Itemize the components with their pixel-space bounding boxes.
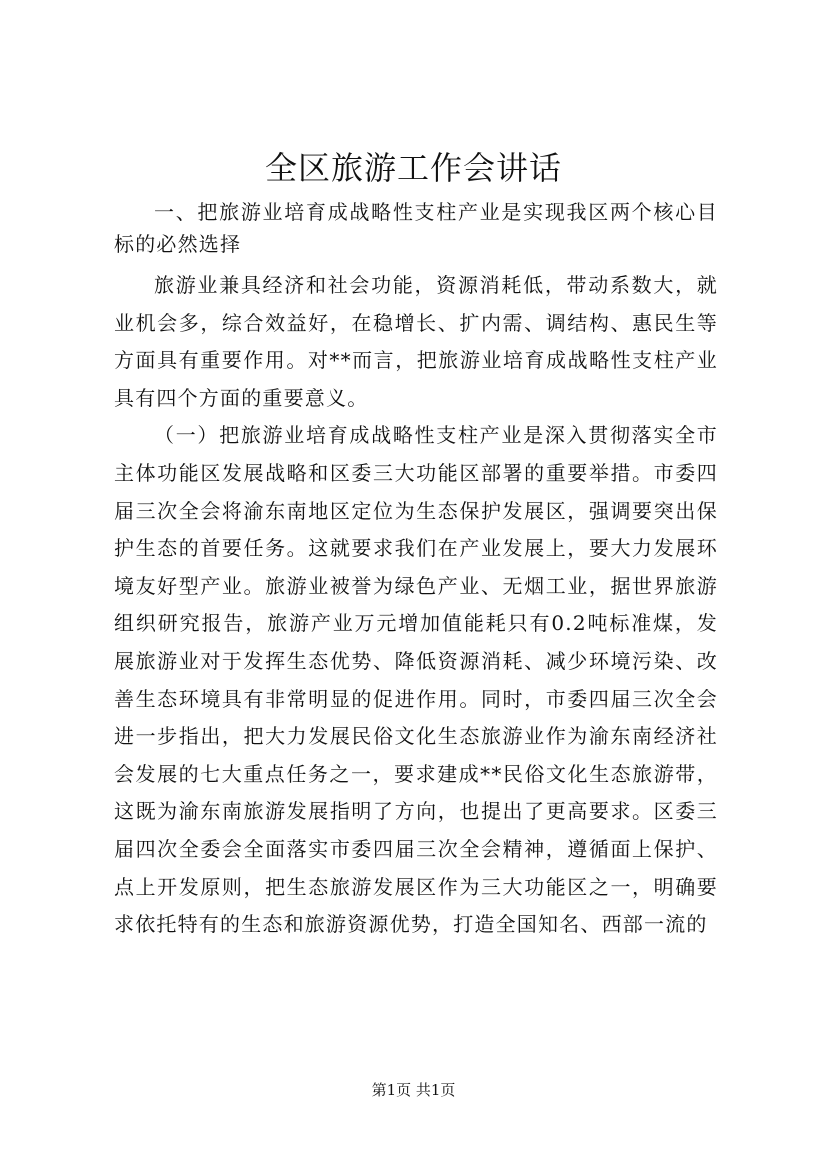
document-body — [114, 196, 718, 944]
paragraph: 旅游业兼具经济和社会功能，资源消耗低，带动系数大，就业机会多，综合效益好，在稳增长、扩内需、调结构、惠民生等方面具有重要作用。对**而言，把旅游业培育成战略性支柱产业具有四个方面的重要意义。 — [114, 273, 718, 410]
section-heading: 一、把旅游业培育成战略性支柱产业是实现我区两个核心目标的必然选择 — [114, 200, 718, 256]
page-footer: 第1页 共1页 — [371, 1081, 456, 1099]
paragraph: （一）把旅游业培育成战略性支柱产业是深入贯彻落实全市主体功能区发展战略和区委三大功能区部署的重要举措。市委四届三次全会将渝东南地区定位为生态保护发展区，强调要突出保护生态的首要任务。这就要求我们在产业发展上，要大力发展环境友好型产业。旅游业被誉为绿色产业、无烟工业，据世界旅游组织研究报告，旅游产业万元增加值能耗只有0.2吨标准煤，发展旅游业对于发挥生态优势、降低资源消耗、减少环境污染、改善生态环境具有非常明显的促进作用。同时，市委四届三次全会进一步指出，把大力发展民俗文化生态旅游业作为渝东南经济社会发展的七大重点任务之一，要求建成**民俗文化生态旅游带，这既为渝东南旅游发展指明了方向，也提出了更高要求。区委三届四次全委会全面落实市委四届三次全会精神，遵循面上保护、点上开发原则，把生态旅游发展区作为三大功能区之一，明确要求依托特有的生态和旅游资源优势，打造全国知名、西部一流的 — [114, 423, 718, 937]
document-title: 全区旅游工作会讲话 — [264, 149, 562, 187]
